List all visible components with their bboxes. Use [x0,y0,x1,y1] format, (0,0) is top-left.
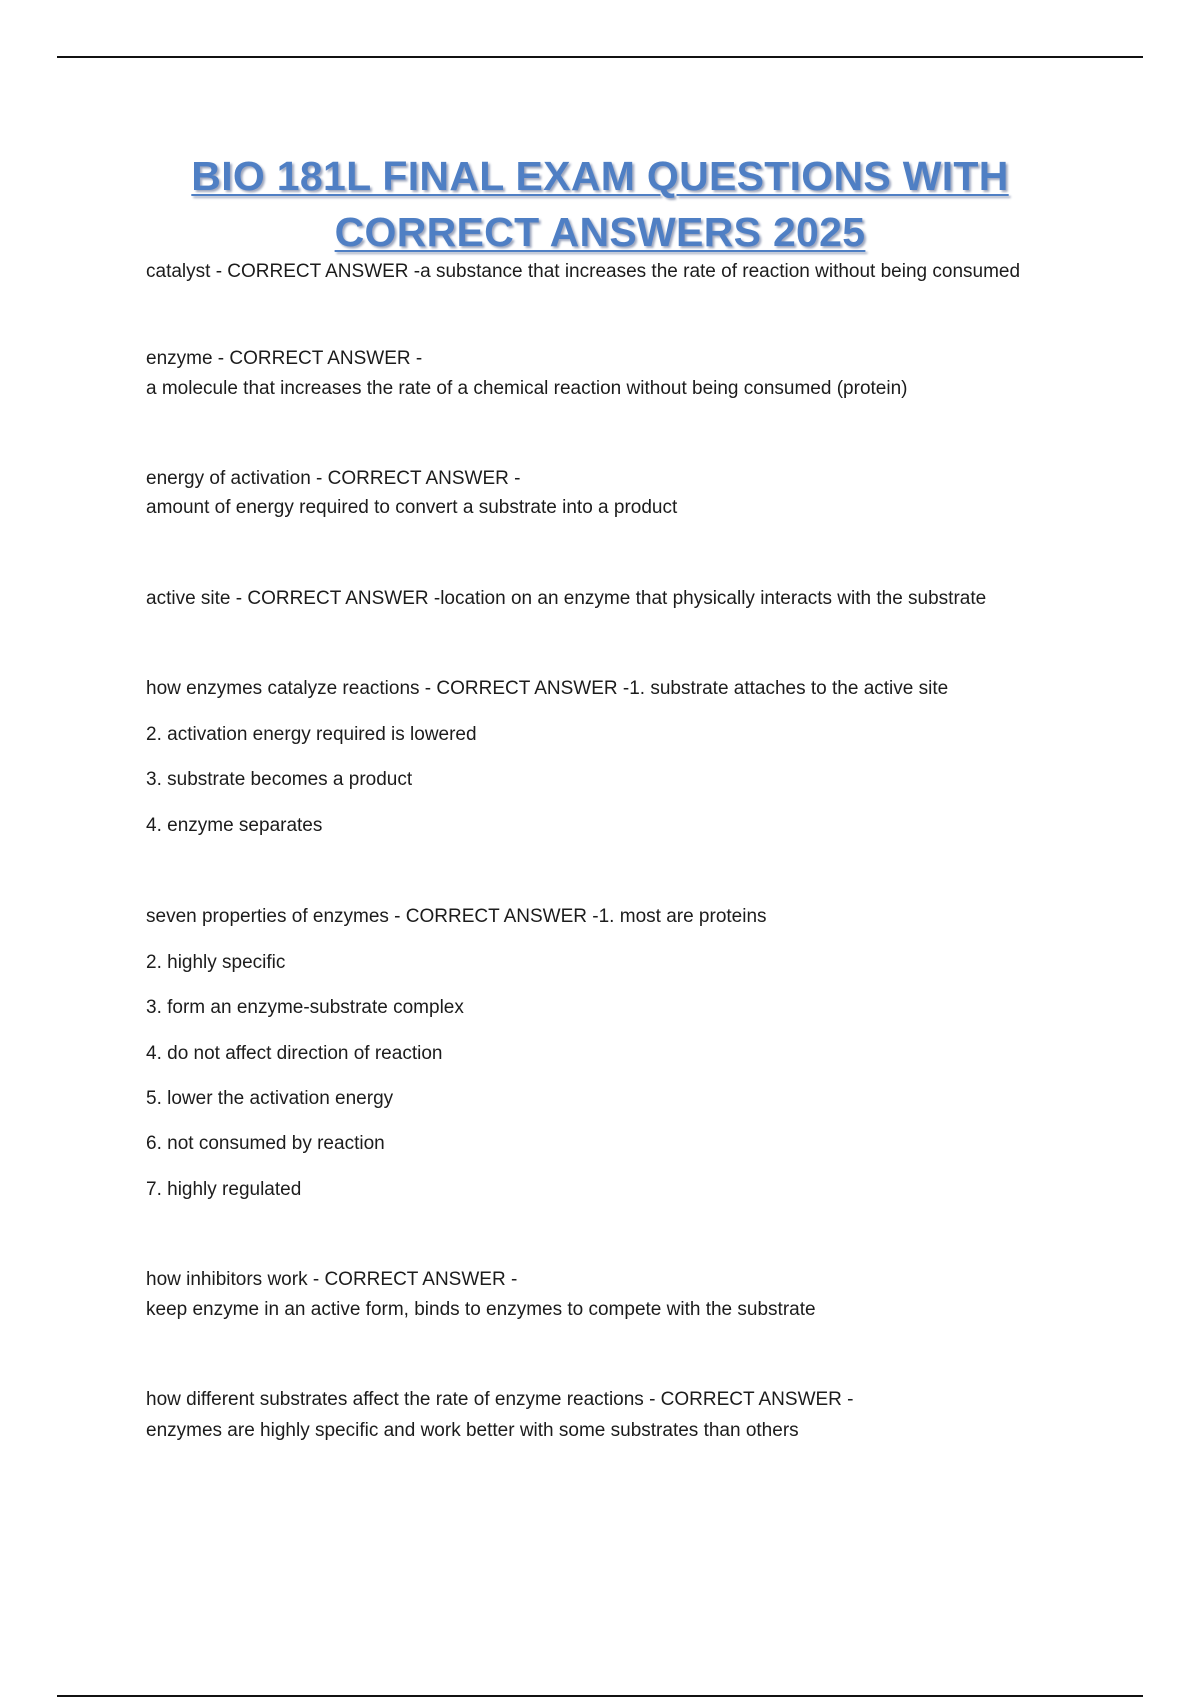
entry-activation-energy-definition: amount of energy required to convert a substrate into a product [146,497,678,518]
list-item: 4. do not affect direction of reaction [146,1043,443,1064]
title-line-2: CORRECT ANSWERS 2025 [334,209,866,255]
list-item: 3. substrate becomes a product [146,769,413,790]
entry-inhibitors-definition: keep enzyme in an active form, binds to enzymes to compete with the substrate [146,1299,816,1320]
list-item: 6. not consumed by reaction [146,1133,385,1154]
list-item: 5. lower the activation energy [146,1088,394,1109]
list-item: 2. activation energy required is lowered [146,724,477,745]
list-item: 2. highly specific [146,952,286,973]
list-item: 7. highly regulated [146,1179,302,1200]
document-title [0,148,1200,260]
top-rule [57,56,1143,58]
bottom-rule [57,1695,1143,1697]
entry-properties-term: seven properties of enzymes - CORRECT ANSWER -1. most are proteins [146,906,767,927]
entry-enzyme-definition: a molecule that increases the rate of a chemical reaction without being consumed (protein) [146,378,908,399]
list-item: 3. form an enzyme-substrate complex [146,997,464,1018]
entry-substrates-definition: enzymes are highly specific and work better with some substrates than others [146,1420,799,1441]
entry-catalyst: catalyst - CORRECT ANSWER -a substance that increases the rate of reaction without being consumed [146,261,1021,282]
entry-enzyme-term: enzyme - CORRECT ANSWER - [146,348,423,369]
entry-inhibitors-term: how inhibitors work - CORRECT ANSWER - [146,1269,518,1290]
title-line-1: BIO 181L FINAL EXAM QUESTIONS WITH [191,153,1009,199]
entry-activation-energy-term: energy of activation - CORRECT ANSWER - [146,468,521,489]
list-item: 4. enzyme separates [146,815,323,836]
entry-substrates-term: how different substrates affect the rate of enzyme reactions - CORRECT ANSWER - [146,1389,854,1410]
entry-active-site: active site - CORRECT ANSWER -location on an enzyme that physically interacts with the substrate [146,588,987,609]
entry-catalyze-term: how enzymes catalyze reactions - CORRECT ANSWER -1. substrate attaches to the active site [146,678,949,699]
